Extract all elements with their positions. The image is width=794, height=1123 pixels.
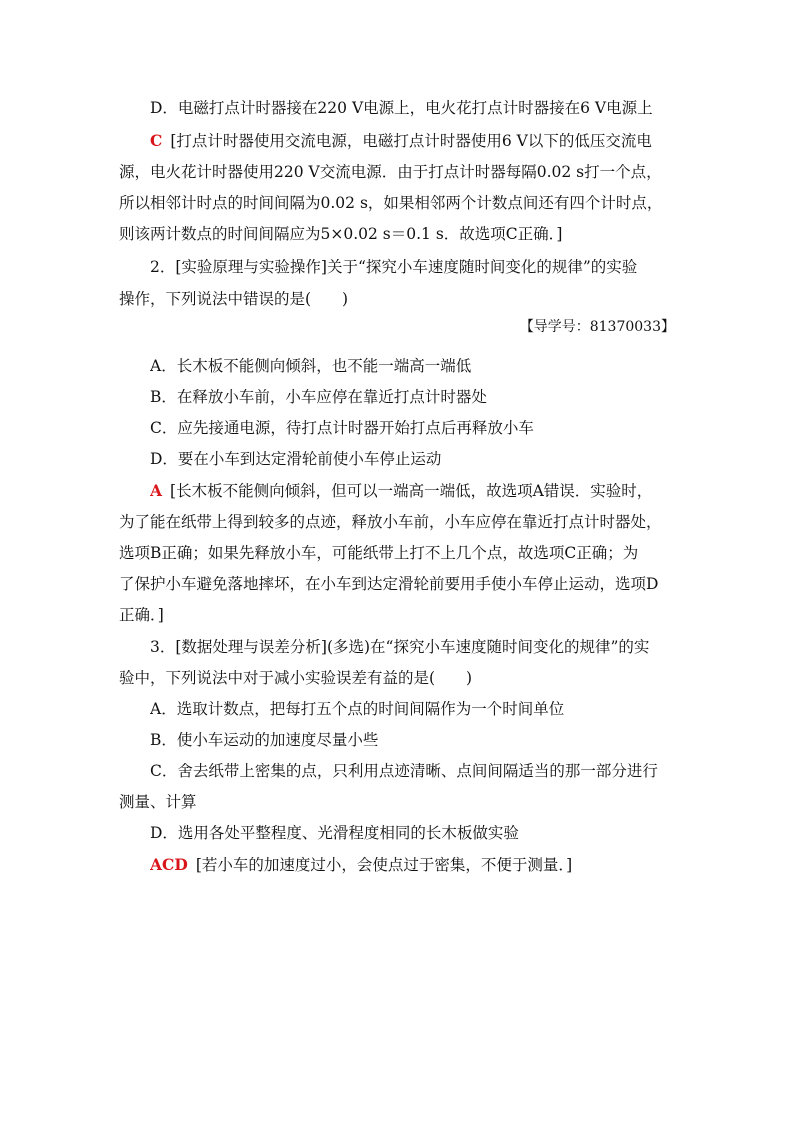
text-line [150,386,675,408]
text-line [119,542,675,564]
text-line [119,192,675,214]
line-text: 则该两计数点的时间间隔应为5×0.02 s＝0.1 s．故选项C正确．] [119,225,563,243]
line-text: 操作，下列说法中错误的是( ) [119,290,349,308]
line-text: A．选取计数点，把每打五个点的时间间隔作为一个时间单位 [150,700,565,718]
line-text: 源，电火花计时器使用220 V交流电源．由于打点计时器每隔0.02 s打一个点， [119,163,662,181]
text-line [119,667,675,689]
text-line [119,604,675,626]
line-text: [若小车的加速度过小，会使点过于密集，不便于测量．] [195,856,573,874]
text-line [150,256,675,278]
answer-letter: C [150,131,163,150]
text-line [119,223,675,245]
reference-number: 【导学号：81370033】 [519,319,675,335]
line-text: 所以相邻计时点的时间间隔为0.02 s，如果相邻两个计数点间还有四个计时点， [119,194,663,212]
text-line [150,729,675,751]
text-line [150,698,675,720]
text-line [150,355,675,377]
text-line [150,760,675,782]
text-line [119,573,675,595]
text-line [150,417,675,439]
text-line [119,161,675,183]
line-text: 正确．] [119,606,164,624]
text-line [150,97,675,119]
answer-letter: ACD [150,855,188,874]
text-line [150,636,675,658]
answer-line [150,854,675,876]
line-text: 验中，下列说法中对于减小实验误差有益的是( ) [119,669,473,687]
line-text: D．选用各处平整程度、光滑程度相同的长木板做实验 [150,824,519,842]
line-text: B．在释放小车前，小车应停在靠近打点计时器处 [150,388,487,406]
line-text: [打点计时器使用交流电源，电磁打点计时器使用6 V以下的低压交流电 [170,132,652,150]
text-line [150,448,675,470]
text-line [150,822,675,844]
line-text: 选项B正确；如果先释放小车，可能纸带上打不上几个点，故选项C正确；为 [119,544,639,562]
text-line [119,791,675,813]
text-line [119,511,675,533]
line-text: A．长木板不能侧向倾斜，也不能一端高一端低 [150,357,472,375]
answer-letter: A [150,481,163,500]
line-text: [长木板不能侧向倾斜，但可以一端高一端低，故选项A错误．实验时， [170,482,653,500]
answer-line [150,130,675,152]
line-text: D．要在小车到达定滑轮前使小车停止运动 [150,450,442,468]
line-text: 了保护小车避免落地摔坏，在小车到达定滑轮前要用手使小车停止运动，选项D [119,575,659,593]
line-text: C．应先接通电源，待打点计时器开始打点后再释放小车 [150,419,534,437]
line-text: 3．[数据处理与误差分析](多选)在“探究小车速度随时间变化的规律”的实 [150,638,650,656]
answer-line [150,480,675,502]
line-text: C．舍去纸带上密集的点，只利用点迹清晰、点间间隔适当的那一部分进行 [150,762,658,780]
line-text: D．电磁打点计时器接在220 V电源上，电火花打点计时器接在6 V电源上 [150,99,653,117]
text-line [119,288,675,310]
line-text: 测量、计算 [119,793,197,811]
line-text: 2．[实验原理与实验操作]关于“探究小车速度随时间变化的规律”的实验 [150,258,638,276]
line-text: 为了能在纸带上得到较多的点迹，释放小车前，小车应停在靠近打点计时器处， [119,513,662,531]
line-text: B．使小车运动的加速度尽量小些 [150,731,379,749]
